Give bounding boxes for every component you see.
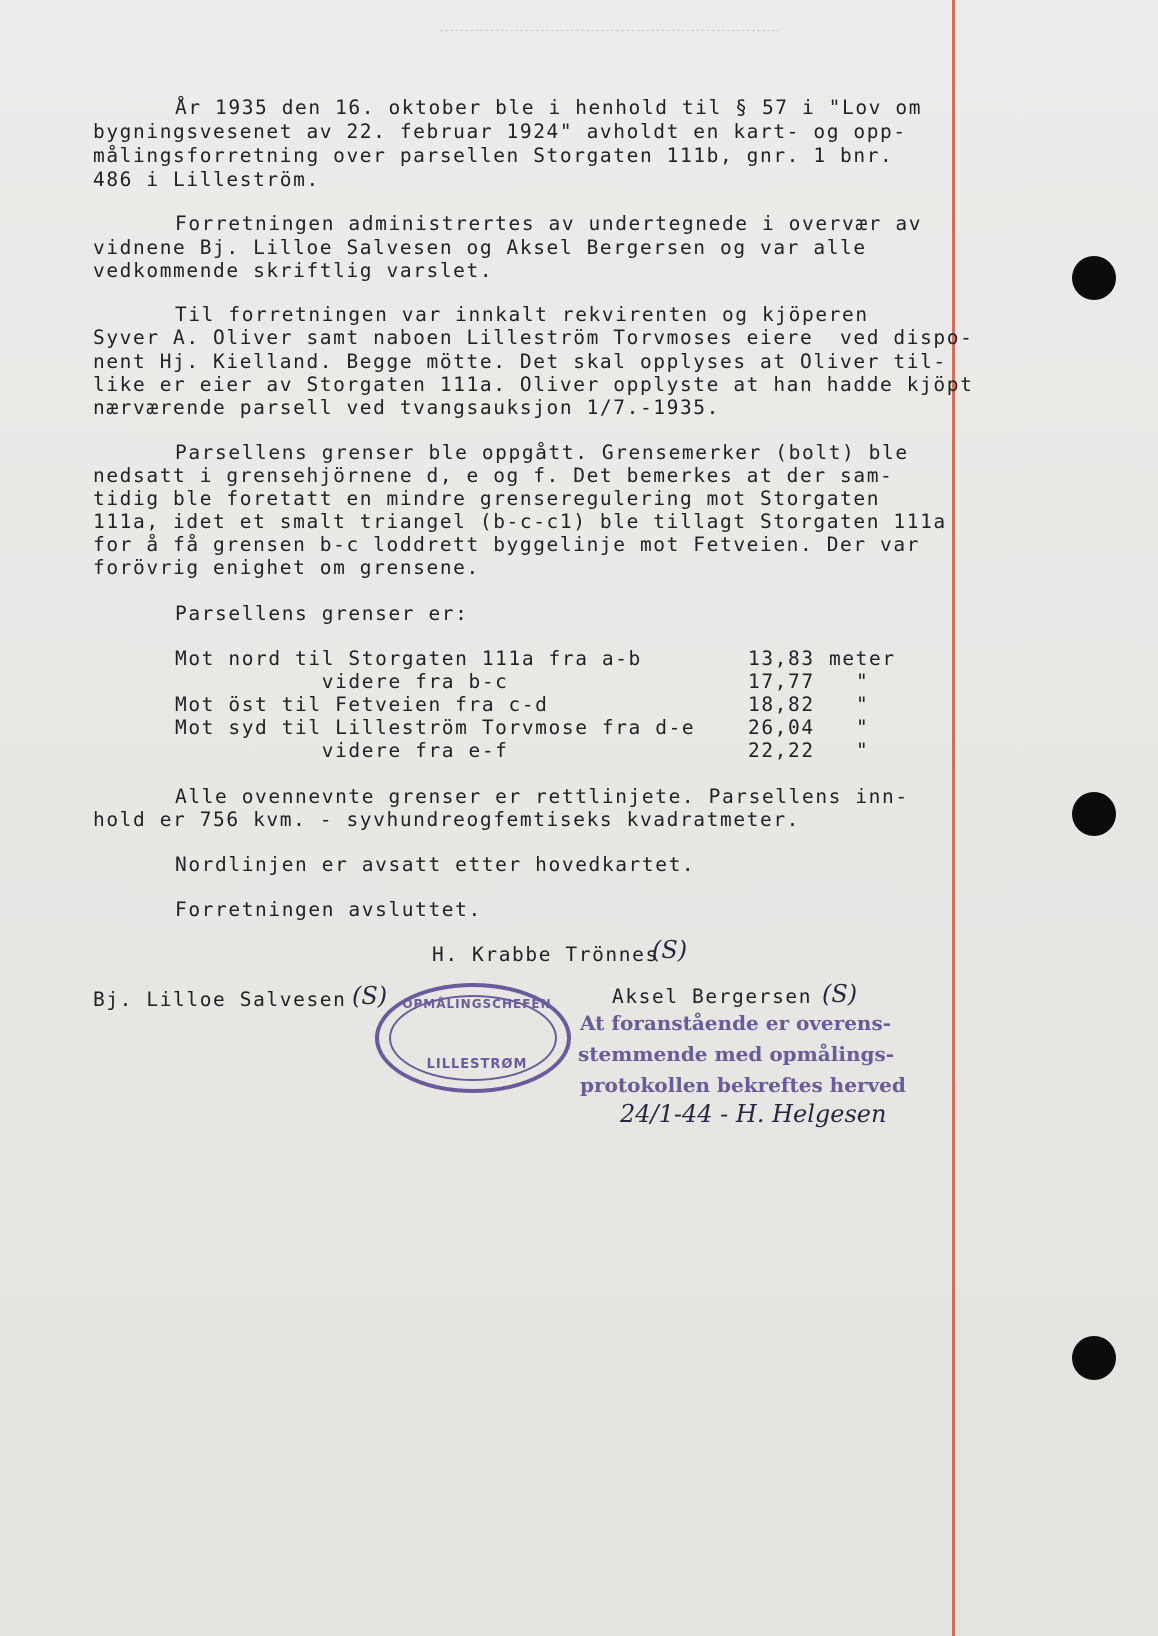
boundaries-heading: Parsellens grenser er: (175, 602, 469, 625)
boundary-unit: " (856, 716, 870, 739)
punch-hole-icon (1072, 256, 1116, 300)
boundary-text: Mot syd til Lilleström Torvmose fra d-e (175, 716, 696, 739)
bleed-through-header (440, 30, 780, 51)
paragraph-5-line: hold er 756 kvm. - syvhundreogfemtiseks kvadratmeter. (93, 808, 801, 831)
official-stamp (375, 983, 571, 1093)
boundary-text: Mot nord til Storgaten 111a fra a-b (175, 647, 642, 670)
paragraph-3-line: Syver A. Oliver samt naboen Lilleström Torvmoses eiere ved dispo- (93, 326, 974, 349)
paragraph-4-line: forövrig enighet om grensene. (93, 556, 480, 579)
paragraph-4-line: for å få grensen b-c loddrett byggelinje mot Fetveien. Der var (93, 533, 921, 556)
witness-2-signature-mark: (S) (822, 980, 858, 1008)
boundary-unit: " (856, 670, 870, 693)
paragraph-3-line: nent Hj. Kielland. Begge mötte. Det skal opplyses at Oliver til- (93, 350, 947, 373)
paragraph-6: Nordlinjen er avsatt etter hovedkartet. (175, 853, 696, 876)
surveyor-signature-mark: (S) (652, 936, 688, 964)
boundary-value: 22,22 (748, 739, 815, 762)
certification-line: At foranstående er overens- (580, 1011, 892, 1035)
certification-signature: 24/1-44 - H. Helgesen (620, 1100, 887, 1128)
paragraph-5-line: Alle ovennevnte grenser er rettlinjete. Parsellens inn- (175, 785, 909, 808)
boundary-text: videre fra e-f (175, 739, 509, 762)
stamp-top-text: OPMÅLINGSCHEFEN (402, 997, 552, 1011)
paragraph-4-line: nedsatt i grensehjörnene d, e og f. Det bemerkes at der sam- (93, 464, 894, 487)
boundary-value: 17,77 (748, 670, 815, 693)
paragraph-1-line: 486 i Lilleström. (93, 168, 320, 191)
certification-line: protokollen bekreftes herved (580, 1073, 906, 1097)
paragraph-4-line: 111a, idet et smalt triangel (b-c-c1) ble tillagt Storgaten 111a (93, 510, 947, 533)
boundary-text: videre fra b-c (175, 670, 509, 693)
paragraph-3-line: nærværende parsell ved tvangsauksjon 1/7.-1935. (93, 396, 720, 419)
punch-hole-icon (1072, 792, 1116, 836)
paragraph-3-line: Til forretningen var innkalt rekvirenten og kjöperen (175, 303, 869, 326)
paragraph-3-line: like er eier av Storgaten 111a. Oliver opplyste at han hadde kjöpt (93, 373, 974, 396)
boundary-unit: " (856, 739, 870, 762)
boundary-value: 18,82 (748, 693, 815, 716)
boundary-text: Mot öst til Fetveien fra c-d (175, 693, 549, 716)
paragraph-4-line: tidig ble foretatt en mindre grenseregulering mot Storgaten (93, 487, 881, 510)
certification-line: stemmende med opmålings- (578, 1042, 895, 1066)
punch-hole-icon (1072, 1336, 1116, 1380)
paragraph-4-line: Parsellens grenser ble oppgått. Grensemerker (bolt) ble (175, 441, 909, 464)
boundary-unit: " (856, 693, 870, 716)
paragraph-2-line: Forretningen administrertes av undertegnede i overvær av (175, 212, 923, 235)
paragraph-7: Forretningen avsluttet. (175, 898, 482, 921)
witness-2-signature: Aksel Bergersen (612, 985, 813, 1008)
paragraph-1-line: målingsforretning over parsellen Storgaten 111b, gnr. 1 bnr. (93, 144, 894, 167)
boundary-value: 13,83 (748, 647, 815, 670)
paragraph-2-line: vidnene Bj. Lilloe Salvesen og Aksel Bergersen og var alle (93, 236, 867, 259)
boundary-unit: meter (829, 647, 896, 670)
paragraph-1-line: År 1935 den 16. oktober ble i henhold til § 57 i "Lov om (175, 96, 923, 119)
boundary-value: 26,04 (748, 716, 815, 739)
stamp-bottom-text: LILLESTRØM (426, 1057, 528, 1072)
witness-1-signature: Bj. Lilloe Salvesen (93, 988, 347, 1011)
margin-rule (952, 0, 955, 1636)
witness-1-signature-mark: (S) (352, 982, 388, 1010)
paragraph-2-line: vedkommende skriftlig varslet. (93, 259, 494, 282)
paragraph-1-line: bygningsvesenet av 22. februar 1924" avholdt en kart- og opp- (93, 120, 907, 143)
surveyor-signature: H. Krabbe Trönnes (432, 943, 659, 966)
